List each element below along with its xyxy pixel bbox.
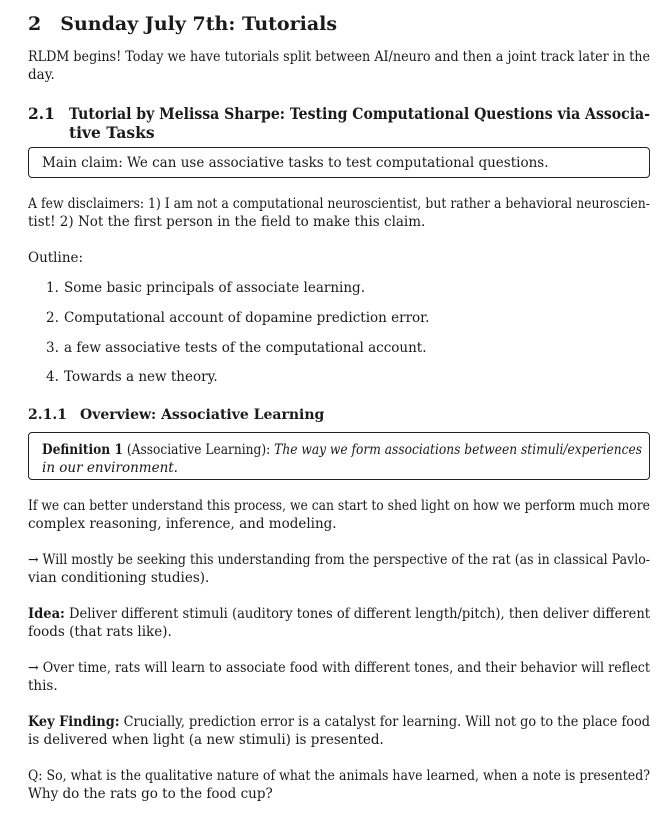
definition-name: (Associative Learning): <box>126 442 271 458</box>
outline-item <box>46 368 218 386</box>
question-line-2: Why do the rats go to the food cup? <box>28 786 273 802</box>
definition-text-1: The way we form associations between stimuli/experiences <box>274 442 643 458</box>
outline-item-text: Computational account of dopamine prediction error. <box>64 310 430 326</box>
outline-item <box>46 339 427 357</box>
main-claim-box <box>28 147 650 178</box>
section-number: 2 <box>28 13 42 35</box>
disclaimers-line-2: tist! 2) Not the first person in the field to make this claim. <box>28 214 426 230</box>
outline-item-number: 4. <box>46 369 59 385</box>
arrow-icon: → <box>28 552 39 568</box>
intro-line-2: day. <box>28 67 55 83</box>
section-heading <box>28 12 337 36</box>
subsection-title-line-1: Tutorial by Melissa Sharpe: Testing Computational Questions via Associa- <box>69 104 650 123</box>
section-title: Sunday July 7th: Tutorials <box>60 13 338 35</box>
definition-line-1 <box>42 441 642 459</box>
subsubsection-number: 2.1.1 <box>28 407 67 423</box>
key-finding-label: Key Finding: <box>28 714 120 730</box>
outline-item <box>46 309 429 327</box>
question-line-1: Q: So, what is the qualitative nature of what the animals have learned, when a note is presented? <box>28 768 651 784</box>
idea-label: Idea: <box>28 606 65 622</box>
subsubsection-title: Overview: Associative Learning <box>80 407 325 423</box>
outline-item <box>46 279 365 297</box>
main-claim-text: Main claim: We can use associative tasks to test computational questions. <box>42 155 549 171</box>
intro-line-1: RLDM begins! Today we have tutorials split between AI/neuro and then a joint track later in the <box>28 49 651 65</box>
definition-box <box>28 432 650 480</box>
outline-item-text: Some basic principals of associate learning. <box>64 280 365 296</box>
para3-line-1 <box>28 659 650 677</box>
para3-text-1: Over time, rats will learn to associate food with different tones, and their behavior will reflect <box>42 660 651 676</box>
definition-line-2 <box>42 459 178 477</box>
outline-item-number: 1. <box>46 280 59 296</box>
idea-text-1: Deliver different stimuli (auditory tones of different length/pitch), then deliver different <box>69 606 651 622</box>
outline-item-number: 2. <box>46 310 59 326</box>
para3-line-2: this. <box>28 678 58 694</box>
definition-text-2: in our environment. <box>42 460 178 476</box>
arrow-icon: → <box>28 660 39 676</box>
outline-item-text: Towards a new theory. <box>64 369 218 385</box>
idea-line-2: foods (that rats like). <box>28 624 172 640</box>
para2-text-1: Will mostly be seeking this understanding from the perspective of the rat (as in classical Pavlo- <box>42 552 651 568</box>
outline-item-number: 3. <box>46 340 59 356</box>
para1-line-2: complex reasoning, inference, and modeling. <box>28 516 337 532</box>
disclaimers-line-1: A few disclaimers: 1) I am not a computational neuroscientist, but rather a behavioral neuroscien- <box>28 196 650 212</box>
subsection-number: 2.1 <box>28 104 55 123</box>
key-finding-line-2: is delivered when light (a new stimuli) is presented. <box>28 732 384 748</box>
idea-line-1 <box>28 605 650 623</box>
subsection-title-line-2: tive Tasks <box>69 123 155 142</box>
para2-line-2: vian conditioning studies). <box>28 570 210 586</box>
outline-item-text: a few associative tests of the computational account. <box>64 340 427 356</box>
para2-line-1 <box>28 551 650 569</box>
key-finding-line-1 <box>28 713 650 731</box>
key-finding-text-1: Crucially, prediction error is a catalyst for learning. Will not go to the place food <box>123 714 651 730</box>
outline-label: Outline: <box>28 250 84 266</box>
para1-line-1: If we can better understand this process, we can start to shed light on how we perform much more <box>28 498 650 514</box>
definition-label: Definition 1 <box>42 442 123 458</box>
